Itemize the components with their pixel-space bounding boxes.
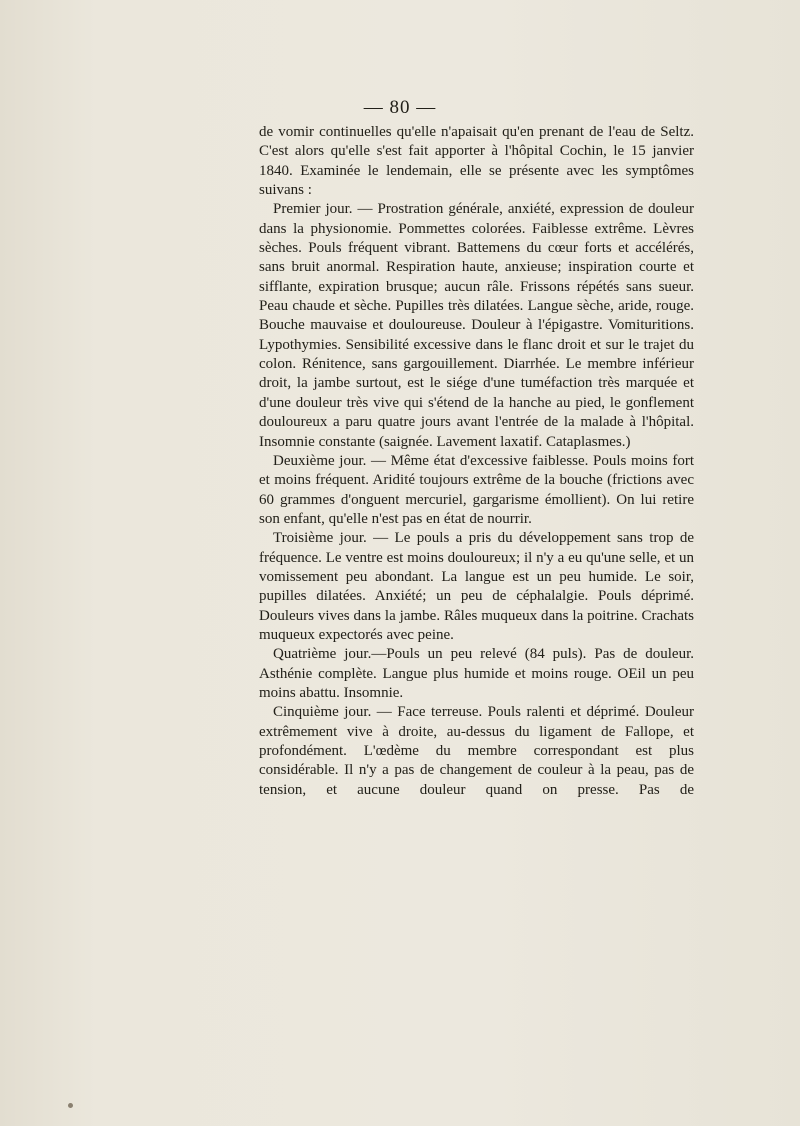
paragraph-day-one: Premier jour. — Prostration générale, anxiété, expression de douleur dans la physionomie. Pommettes colorées. Faiblesse extrême. Lèvres sèches. Pouls fréquent vibrant. Battemens du cœur forts et accélérés, sans bruit anormal. Respiration haute, anxieuse; inspiration courte et sifflante, expiration brusque; aucun râle. Frissons répétés sans sueur. Peau chaude et sèche. Pupilles très dilatées. Langue sèche, aride, rouge. Bouche mauvaise et douloureuse. Douleur à l'épigastre. Vomituritions. Lypothymies. Sensibilité excessive dans le flanc droit et sur le trajet du colon. Rénitence, sans gargouillement. Diarrhée. Le membre inférieur droit, la jambe surtout, est le siége d'une tuméfaction très marquée et d'une douleur très vive qui s'étend de la hanche au pied, le gonflement douloureux a paru quatre jours avant l'entrée de la malade à l'hôpital. Insomnie constante (saignée. Lavement laxatif. Cataplasmes.) — [259, 201, 694, 450]
paragraph-day-two: Deuxième jour. — Même état d'excessive faiblesse. Pouls moins fort et moins fréquent. Aridité toujours extrême de la bouche (frictions avec 60 grammes d'onguent mercuriel, gargarisme émollient). On lui retire son enfant, qu'elle n'est pas en état de nourrir. — [259, 452, 694, 527]
paragraph-intro: de vomir continuelles qu'elle n'apaisait qu'en prenant de l'eau de Seltz. C'est alors qu'elle s'est fait apporter à l'hôpital Cochin, le 15 janvier 1840. Examinée le lendemain, elle se présente avec les symptômes suivans : — [259, 124, 694, 199]
paragraph-day-five: Cinquième jour. — Face terreuse. Pouls ralenti et déprimé. Douleur extrêmement vive à droite, au-dessus du ligament de Fallope, et profondément. L'œdème du membre correspondant est plus considérable. Il n'y a pas de changement de couleur à la peau, pas de tension, et aucune douleur quand on presse. Pas de — [259, 704, 694, 798]
paragraph-day-four: Quatrième jour.—Pouls un peu relevé (84 puls). Pas de douleur. Asthénie complète. Langue plus humide et moins rouge. OEil un peu moins abattu. Insomnie. — [259, 646, 694, 701]
body-text — [259, 123, 694, 800]
paragraph-day-three: Troisième jour. — Le pouls a pris du développement sans trop de fréquence. Le ventre est moins douloureux; il n'y a eu qu'une selle, et un vomissement peu abondant. La langue est un peu humide. Le soir, pupilles dilatées. Anxiété; un peu de céphalalgie. Pouls déprimé. Douleurs vives dans la jambe. Râles muqueux dans la poitrine. Crachats muqueux expectorés avec peine. — [259, 530, 694, 643]
paper-speck — [68, 1103, 73, 1108]
page-number: — 80 — — [363, 97, 437, 118]
